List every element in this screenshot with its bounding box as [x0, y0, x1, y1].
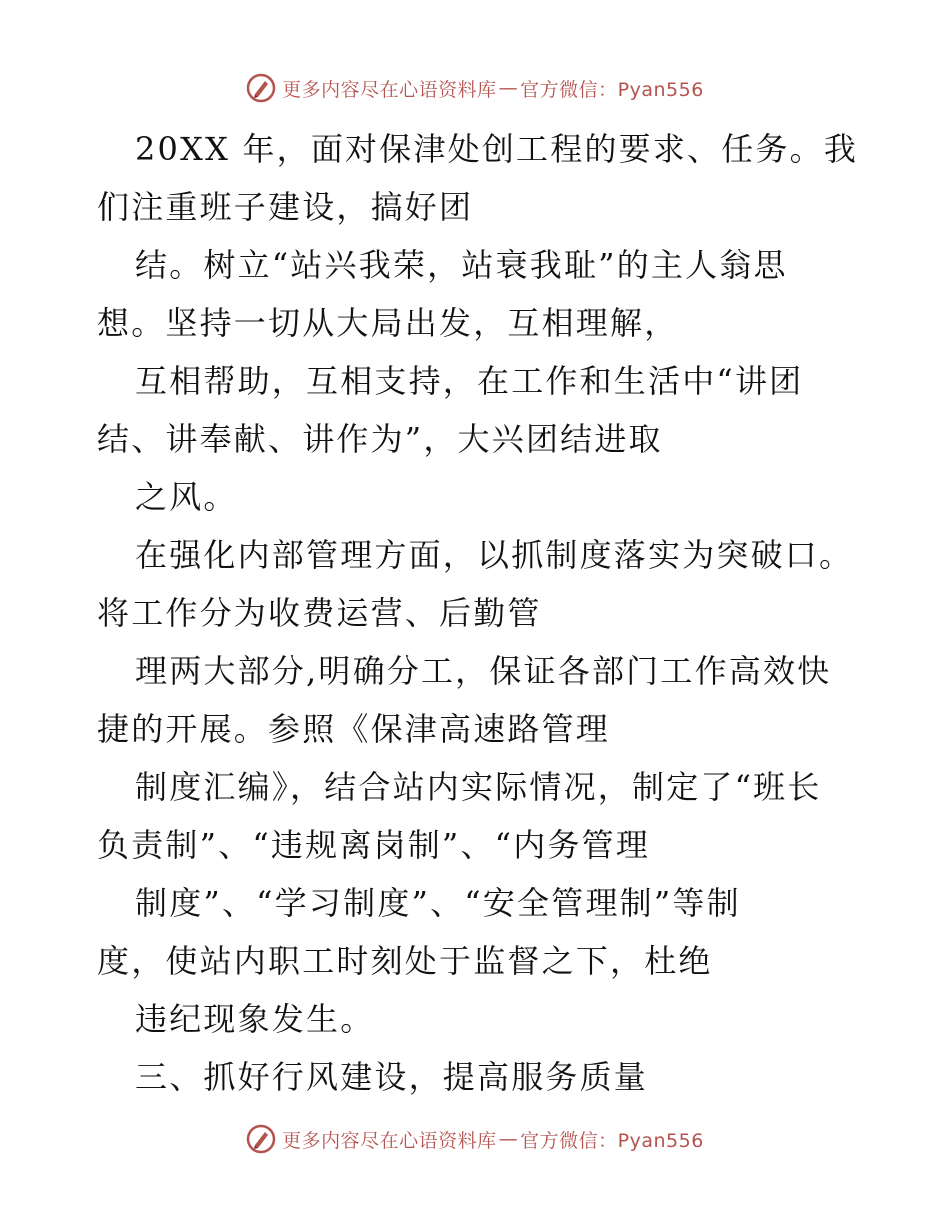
- watermark-wechat: 官方微信：Pyan556: [520, 1129, 704, 1152]
- paragraph-line: 三、抓好行风建设，提高服务质量: [135, 1058, 649, 1096]
- watermark-separator: —: [498, 77, 519, 99]
- paragraph: [97, 990, 867, 1048]
- paragraph-line: 负责制”、“违规离岗制”、“内务管理: [97, 826, 651, 864]
- document-body: [97, 120, 867, 1106]
- pen-logo-icon: [246, 73, 276, 103]
- footer-watermark: [0, 1121, 950, 1157]
- pen-logo-icon: [246, 1124, 276, 1154]
- watermark-separator: —: [498, 1128, 519, 1150]
- paragraph-line: 结。树立“站兴我荣，站衰我耻”的主人翁思: [135, 246, 788, 284]
- paragraph: [97, 352, 867, 468]
- paragraph: [97, 120, 867, 236]
- paragraph-line: 在强化内部管理方面，以抓制度落实为突破口。: [135, 536, 854, 574]
- paragraph-line: 之风。: [135, 478, 238, 516]
- paragraph-line: 想。坚持一切从大局出发，互相理解，: [97, 304, 679, 342]
- watermark-text: 更多内容尽在心语资料库: [282, 78, 497, 101]
- paragraph-line: 制度汇编》，结合站内实际情况，制定了“班长: [135, 768, 822, 806]
- paragraph: [97, 526, 867, 642]
- watermark-text: 更多内容尽在心语资料库: [282, 1129, 497, 1152]
- paragraph-line: 理两大部分,明确分工，保证各部门工作高效快: [135, 652, 832, 690]
- paragraph-line: 20XX 年，面对保津处创工程的要求、任务。我: [135, 130, 859, 168]
- header-watermark: [0, 70, 950, 106]
- paragraph: [97, 642, 867, 758]
- watermark-wechat: 官方微信：Pyan556: [520, 78, 704, 101]
- paragraph: [97, 468, 867, 526]
- paragraph: [97, 758, 867, 874]
- paragraph-line: 制度”、“学习制度”、“安全管理制”等制: [135, 884, 741, 922]
- paragraph: [97, 874, 867, 990]
- paragraph-line: 结、讲奉献、讲作为”，大兴团结进取: [97, 420, 663, 458]
- paragraph-line: 度，使站内职工时刻处于监督之下，杜绝: [97, 942, 713, 980]
- paragraph: [97, 236, 867, 352]
- paragraph-line: 互相帮助，互相支持，在工作和生活中“讲团: [135, 362, 804, 400]
- paragraph-line: 们注重班子建设，搞好团: [97, 188, 474, 226]
- paragraph-line: 捷的开展。参照《保津高速路管理: [97, 710, 611, 748]
- paragraph-line: 将工作分为收费运营、后勤管: [97, 594, 542, 632]
- section-heading: [97, 1048, 867, 1106]
- paragraph-line: 违纪现象发生。: [135, 1000, 375, 1038]
